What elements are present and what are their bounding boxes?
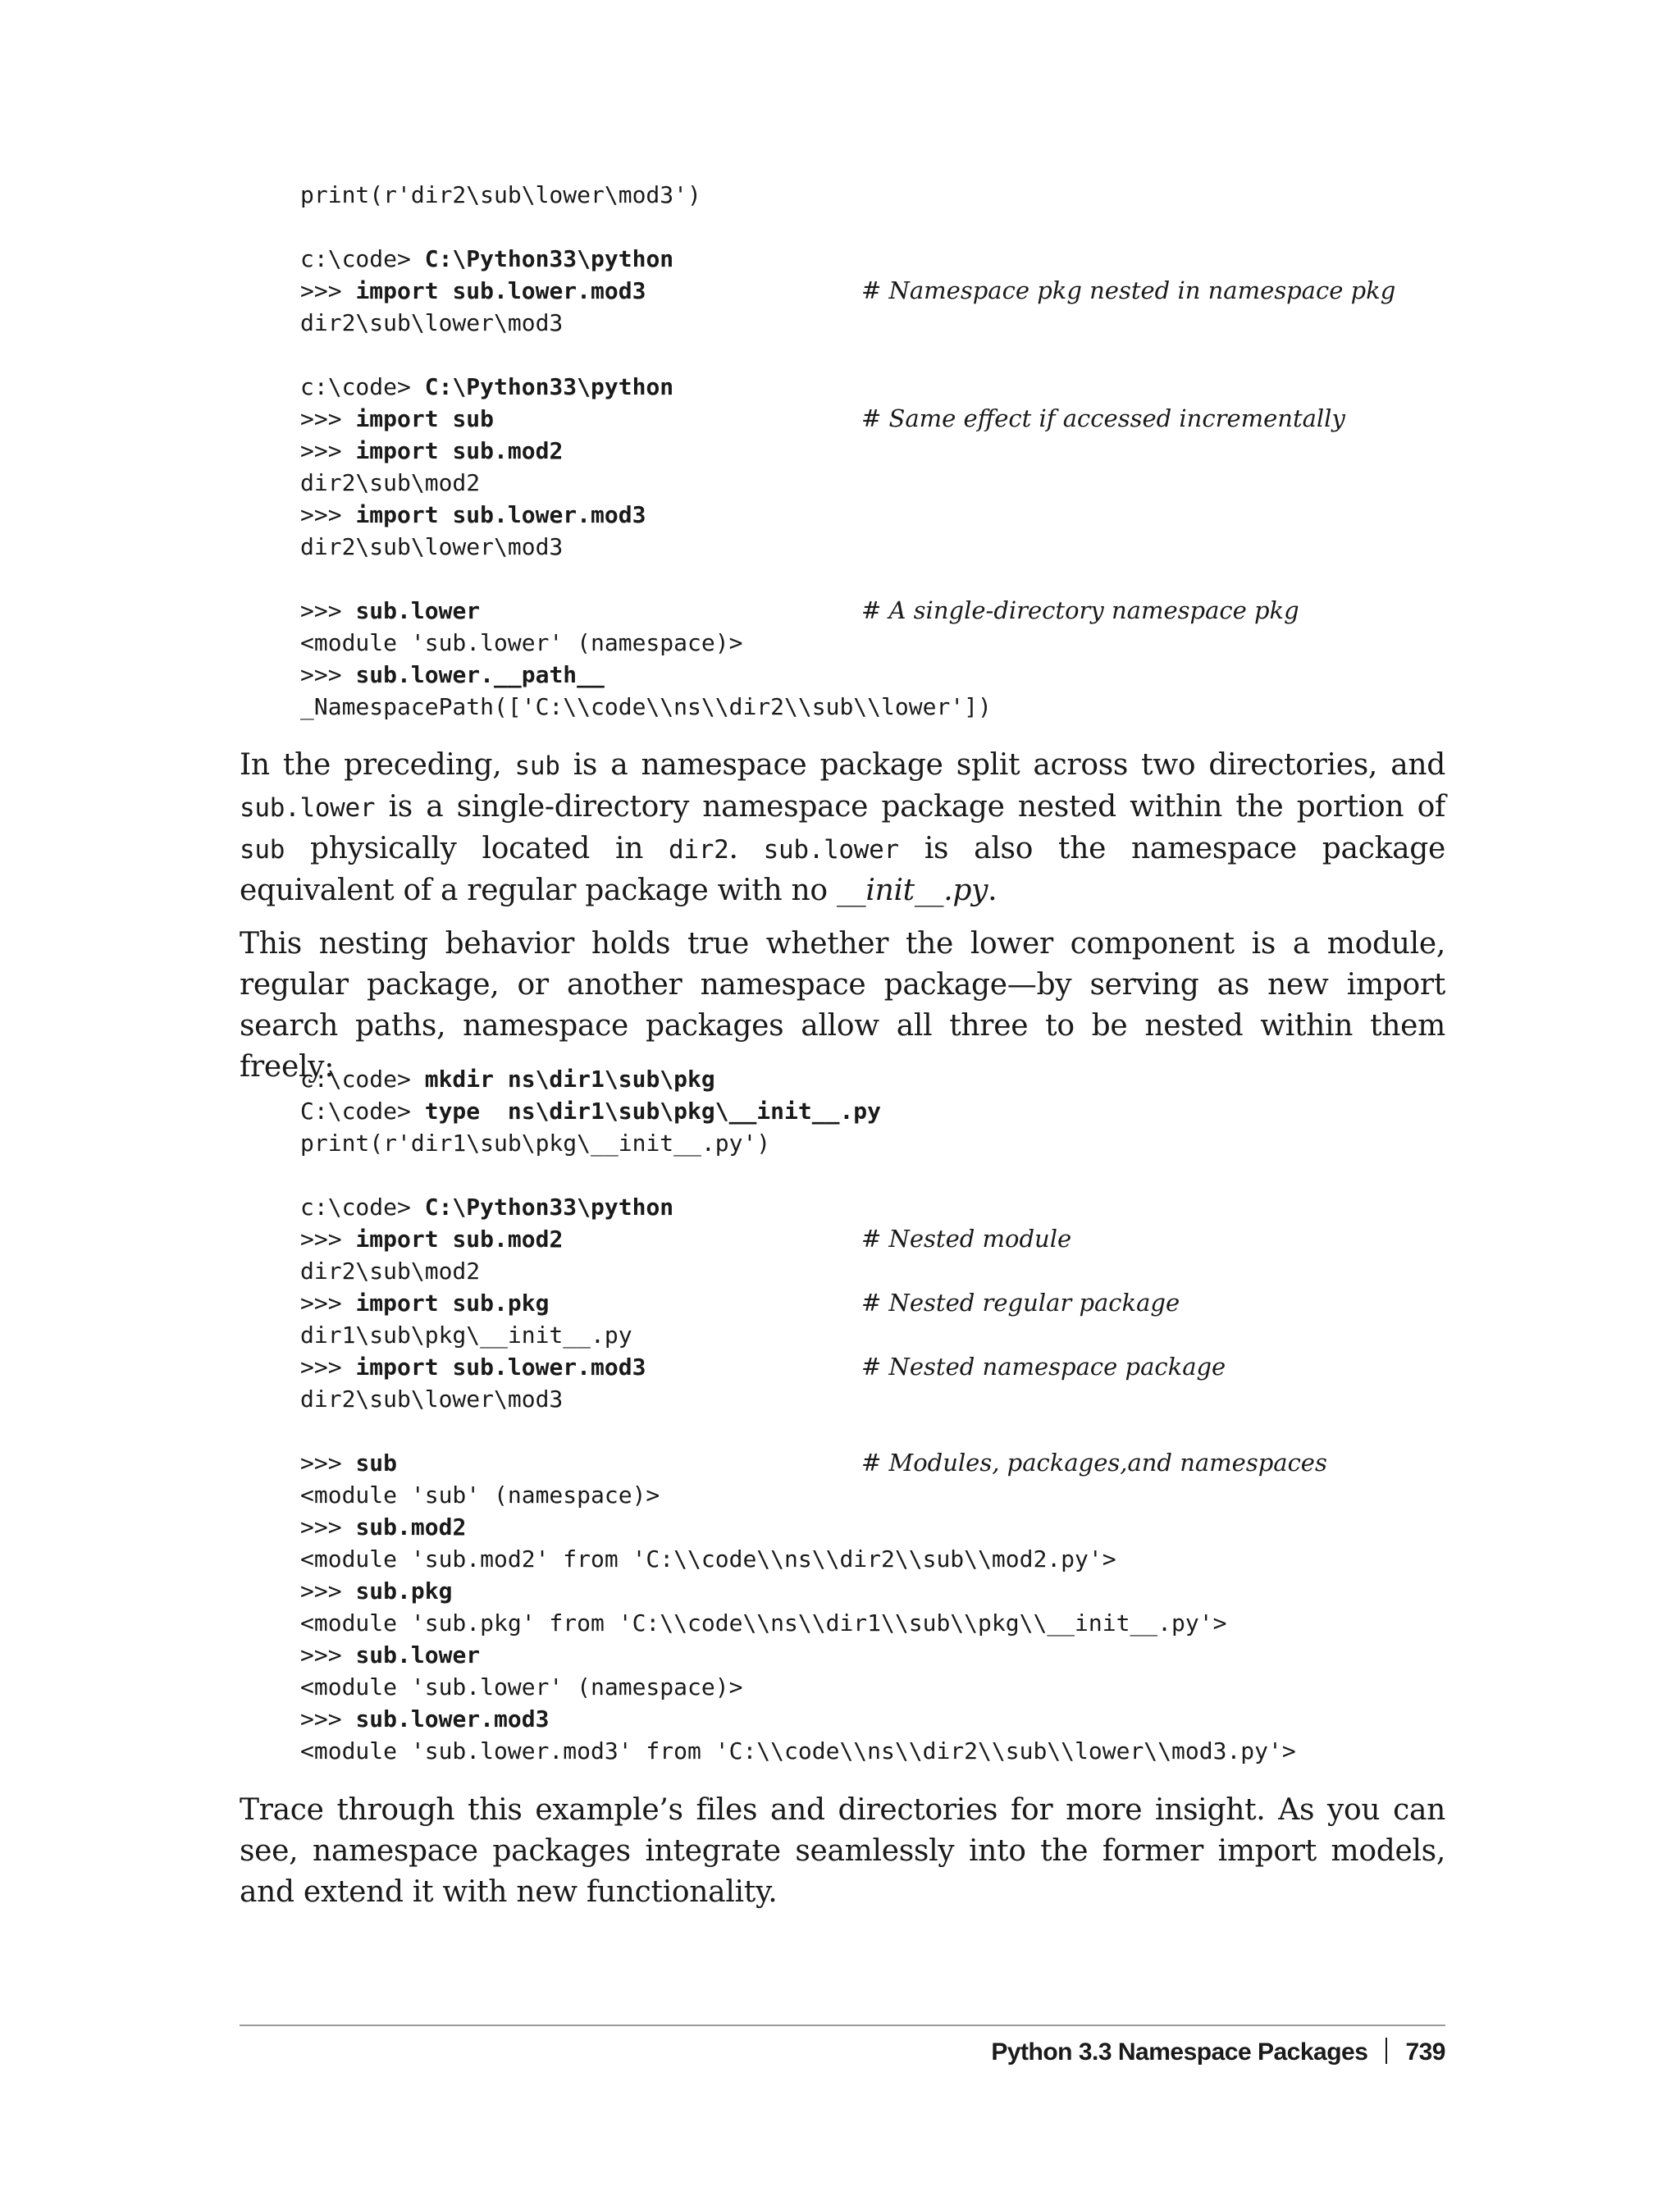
code-line [300, 1095, 1296, 1127]
code-input: import sub.lower.mod3 [355, 501, 646, 528]
code-line [300, 1063, 1296, 1095]
code-comment: # Nested module [861, 1225, 1072, 1253]
code-line [300, 1479, 1296, 1511]
code-input: import sub.mod2 [355, 437, 564, 464]
code-line [300, 1319, 1296, 1351]
code-input: sub.lower.mod3 [355, 1705, 550, 1732]
code-line [300, 1735, 1296, 1767]
code-input: sub [355, 1449, 398, 1477]
code-line [300, 371, 992, 403]
code-input: C:\Python33\python [424, 245, 674, 272]
code-line [300, 243, 992, 275]
code-prompt: >>> [300, 1705, 356, 1732]
code-output: dir2\sub\mod2 [300, 469, 481, 496]
code-input: sub.mod2 [355, 1513, 467, 1541]
filename-emphasis: __init__.py [836, 874, 988, 907]
code-output: dir2\sub\lower\mod3 [300, 309, 564, 336]
code-line [300, 499, 992, 531]
running-footer [991, 2038, 1445, 2066]
code-line [300, 1703, 1296, 1735]
code-input: C:\Python33\python [424, 373, 674, 400]
code-line [300, 627, 992, 659]
code-line [300, 1223, 1296, 1255]
code-line [300, 435, 992, 467]
code-prompt: >>> [300, 1226, 356, 1253]
footer-section-title: Python 3.3 Namespace Packages [991, 2038, 1368, 2066]
code-line [300, 1447, 1327, 1479]
code-line [300, 1287, 1296, 1319]
code-prompt: >>> [300, 597, 356, 624]
code-output: print(r'dir1\sub\pkg\__init__.py') [300, 1130, 771, 1157]
code-line [300, 179, 992, 211]
code-comment: # Nested regular package [861, 1289, 1180, 1317]
code-line [300, 1351, 1296, 1383]
code-input: mkdir ns\dir1\sub\pkg [424, 1066, 715, 1093]
code-prompt: c:\code> [300, 245, 425, 272]
code-input: import sub [355, 405, 495, 432]
code-line [300, 1543, 1296, 1575]
code-line [300, 1127, 1296, 1159]
body-paragraph-3: Trace through this example’s files and directories for more insight. As you can see, namespace packages integrate seamlessly into the former import models, and extend it with new functionality. [240, 1793, 1445, 1909]
code-comment: # A single-directory namespace pkg [861, 596, 1299, 624]
page-number: 739 [1405, 2038, 1445, 2066]
code-line [300, 339, 992, 371]
code-output: <module 'sub.mod2' from 'C:\\code\\ns\\dir2\\sub\\mod2.py'> [300, 1545, 1116, 1573]
body-paragraph-1: In the preceding, sub is a namespace package split across two directories, and sub.lower is a single-directory namespace package nested within the portion of sub physically located in dir2. sub.lower is also the namespace package equivalent of a regular package with no __init__.py. [240, 748, 1446, 907]
inline-code: dir2 [669, 835, 729, 865]
code-prompt: c:\code> [300, 1066, 425, 1093]
code-prompt: >>> [300, 1354, 356, 1381]
code-line [300, 275, 1396, 307]
code-line [300, 1191, 1296, 1223]
code-line [300, 211, 992, 243]
code-comment: # Nested namespace package [861, 1353, 1226, 1381]
body-paragraph-2: This nesting behavior holds true whether the lower component is a module, regular package, or another namespace package—by serving as new import search paths, namespace packages allow all three to be nested within them freely: [240, 927, 1445, 1084]
code-output: <module 'sub.lower' (namespace)> [300, 629, 743, 656]
code-input: sub.pkg [355, 1577, 453, 1605]
code-prompt: C:\code> [300, 1098, 425, 1125]
code-prompt: c:\code> [300, 1194, 425, 1221]
code-line [300, 307, 992, 339]
code-output: <module 'sub.pkg' from 'C:\\code\\ns\\dir1\\sub\\pkg\\__init__.py'> [300, 1609, 1227, 1637]
footer-divider [240, 2025, 1445, 2026]
inline-code: sub [240, 835, 285, 865]
code-comment: # Modules, packages,and namespaces [861, 1449, 1327, 1477]
code-prompt: >>> [300, 405, 356, 432]
code-prompt: >>> [300, 277, 356, 304]
code-line [300, 1639, 1296, 1671]
code-line [300, 1607, 1296, 1639]
code-input: sub.lower [355, 597, 481, 624]
code-prompt: >>> [300, 661, 356, 688]
code-line [300, 563, 992, 595]
inline-code: sub [514, 751, 560, 781]
code-line [300, 595, 1299, 627]
code-prompt: >>> [300, 437, 356, 464]
code-prompt: >>> [300, 1290, 356, 1317]
code-input: sub.lower.__path__ [355, 661, 605, 688]
code-line [300, 1511, 1296, 1543]
code-input: import sub.lower.mod3 [355, 1354, 646, 1381]
code-output: print(r'dir2\sub\lower\mod3') [300, 181, 701, 208]
code-listing-2 [300, 1063, 1327, 1767]
inline-code: sub.lower [763, 835, 899, 865]
code-input: import sub.pkg [355, 1290, 550, 1317]
code-line [300, 1255, 1296, 1287]
code-line [300, 1671, 1296, 1703]
code-output: _NamespacePath(['C:\\code\\ns\\dir2\\sub\\lower']) [300, 693, 992, 720]
code-comment: # Same effect if accessed incrementally [861, 404, 1345, 432]
code-line [300, 1383, 1296, 1415]
code-output: <module 'sub.lower.mod3' from 'C:\\code\\ns\\dir2\\sub\\lower\\mod3.py'> [300, 1737, 1296, 1764]
code-line [300, 1415, 1296, 1447]
code-output: <module 'sub' (namespace)> [300, 1481, 660, 1509]
code-input: C:\Python33\python [424, 1194, 674, 1221]
code-prompt: >>> [300, 1449, 356, 1477]
code-input: sub.lower [355, 1641, 481, 1669]
code-output: dir2\sub\lower\mod3 [300, 1386, 564, 1413]
code-prompt: c:\code> [300, 373, 425, 400]
code-input: import sub.lower.mod3 [355, 277, 646, 304]
code-line [300, 531, 992, 563]
code-output: <module 'sub.lower' (namespace)> [300, 1673, 743, 1701]
code-prompt: >>> [300, 1513, 356, 1541]
code-output: dir2\sub\mod2 [300, 1258, 481, 1285]
code-comment: # Namespace pkg nested in namespace pkg [861, 276, 1396, 304]
code-line [300, 1575, 1296, 1607]
code-prompt: >>> [300, 1641, 356, 1669]
code-line [300, 467, 992, 499]
code-listing-1 [300, 179, 1396, 723]
code-line [300, 659, 992, 691]
inline-code: sub.lower [240, 793, 376, 823]
footer-separator [1386, 2038, 1387, 2064]
code-output: dir1\sub\pkg\__init__.py [300, 1322, 632, 1349]
code-input: type ns\dir1\sub\pkg\__init__.py [424, 1098, 882, 1125]
code-output: dir2\sub\lower\mod3 [300, 533, 564, 560]
code-prompt: >>> [300, 501, 356, 528]
code-prompt: >>> [300, 1577, 356, 1605]
code-line [300, 691, 992, 723]
code-input: import sub.mod2 [355, 1226, 564, 1253]
code-line [300, 1159, 1296, 1191]
code-line [300, 403, 1345, 435]
